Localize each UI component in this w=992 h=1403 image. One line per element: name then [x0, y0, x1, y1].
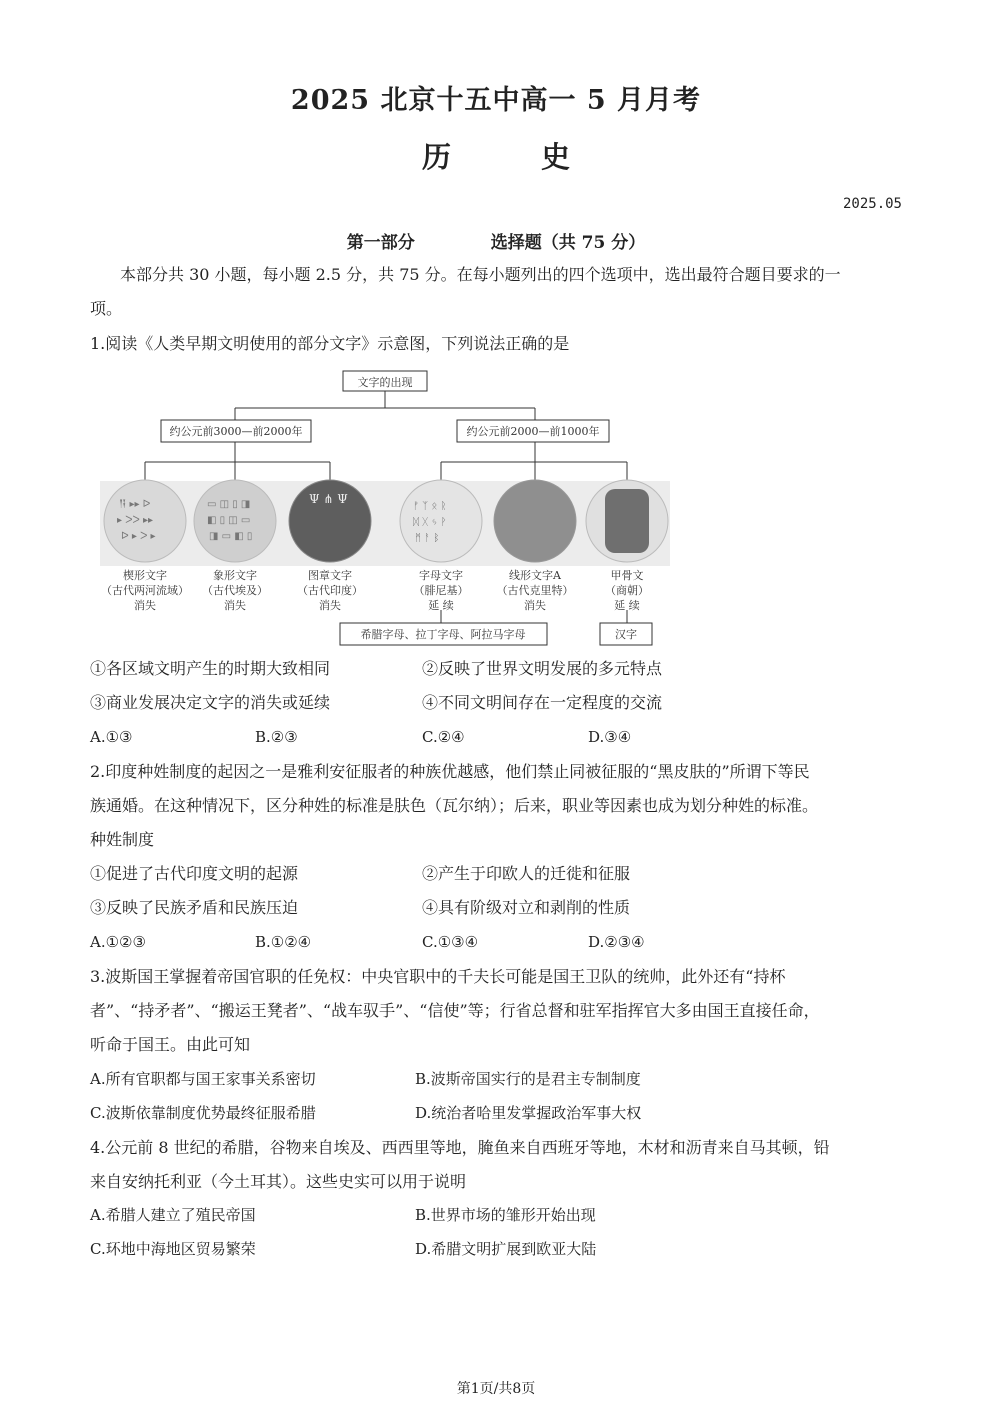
q3-option-c[interactable]: C.波斯依靠制度优势最终征服希腊	[90, 1104, 316, 1122]
script-origin: （古代埃及）	[202, 584, 268, 597]
script-name: 甲骨文	[610, 569, 644, 582]
q1-option-a[interactable]: A.①③	[90, 728, 133, 746]
period1-label: 约公元前3000—前2000年	[169, 425, 303, 438]
section-intro-line1: 本部分共 30 小题，每小题 2.5 分，共 75 分。在每小题列出的四个选项中，选出最符合题目要求的一	[120, 265, 841, 284]
q2-item-3: ③反映了民族矛盾和民族压迫	[90, 898, 299, 917]
q3-option-b[interactable]: B.波斯帝国实行的是君主专制制度	[415, 1070, 641, 1088]
q2-item-4: ④具有阶级对立和剥削的性质	[422, 898, 631, 917]
svg-text:ᚠ ᛉ ᛟ ᚱ: ᚠ ᛉ ᛟ ᚱ	[413, 501, 447, 512]
descendant2-label: 汉字	[615, 628, 637, 641]
section-type: 选择题（共 75 分）	[490, 233, 646, 253]
page-footer: 第1页/共8页	[456, 1381, 536, 1397]
writing-systems-diagram	[95, 365, 685, 650]
script-fate: 延 续	[614, 599, 640, 612]
q1-stem: 1.阅读《人类早期文明使用的部分文字》示意图，下列说法正确的是	[90, 334, 570, 353]
q2-option-d[interactable]: D.②③④	[588, 933, 645, 951]
exam-title: 2025 北京十五中高一 5 月月考	[290, 85, 702, 116]
q4-option-a[interactable]: A.希腊人建立了殖民帝国	[90, 1206, 256, 1224]
q1-option-d[interactable]: D.③④	[588, 728, 632, 746]
oracle-bone-shape	[605, 489, 649, 553]
descendant1-label: 希腊字母、拉丁字母、阿拉马字母	[360, 628, 526, 641]
script-fate: 消失	[134, 599, 156, 612]
q2-stem-line1: 2.印度种姓制度的起因之一是雅利安征服者的种族优越感，他们禁止同被征服的“黑皮肤的”所谓下等民	[90, 762, 810, 781]
script-name: 楔形文字	[123, 569, 167, 582]
script-fate: 消失	[524, 599, 546, 612]
section-part: 第一部分	[346, 233, 415, 253]
q1-item-2: ②反映了世界文明发展的多元特点	[422, 659, 663, 678]
script-name: 图章文字	[308, 569, 352, 582]
script-name: 象形文字	[213, 569, 257, 582]
q4-option-b[interactable]: B.世界市场的雏形开始出现	[415, 1206, 596, 1224]
svg-text:▭ ◫ ▯ ◨: ▭ ◫ ▯ ◨	[207, 499, 251, 510]
q3-option-a[interactable]: A.所有官职都与国王家事关系密切	[90, 1070, 316, 1088]
svg-text:Ψ ⋔ Ψ: Ψ ⋔ Ψ	[309, 492, 348, 506]
q2-item-2: ②产生于印欧人的迁徙和征服	[422, 864, 631, 883]
section-intro-line2: 项。	[90, 299, 123, 318]
q4-stem-line2: 来自安纳托利亚（今土耳其）。这些史实可以用于说明	[90, 1172, 467, 1191]
q3-option-d[interactable]: D.统治者哈里发掌握政治军事大权	[415, 1104, 642, 1122]
q3-stem-line2: 者”、“持矛者”、“搬运王凳者”、“战车驭手”、“信使”等；行省总督和驻军指挥官大多由国王直接任命，	[90, 1001, 820, 1020]
q2-option-b[interactable]: B.①②④	[255, 933, 312, 951]
script-fate: 延 续	[428, 599, 454, 612]
script-origin: （古代两河流域）	[101, 584, 189, 597]
script-name: 线形文字A	[509, 569, 561, 582]
svg-text:ᛞ ᚷ ᛃ ᚹ: ᛞ ᚷ ᛃ ᚹ	[413, 517, 447, 528]
svg-text:▸ ᐳᐳ ▸▸: ▸ ᐳᐳ ▸▸	[117, 515, 153, 526]
q3-stem-line3: 听命于国王。由此可知	[90, 1035, 251, 1054]
q4-option-d[interactable]: D.希腊文明扩展到欧亚大陆	[415, 1240, 597, 1258]
q1-item-4: ④不同文明间存在一定程度的交流	[422, 693, 663, 712]
svg-text:◧ ▯ ◫ ▭: ◧ ▯ ◫ ▭	[207, 515, 251, 526]
script-origin: （商朝）	[605, 584, 649, 597]
script-origin: （腓尼基）	[413, 584, 469, 597]
q1-item-1: ①各区域文明产生的时期大致相同	[90, 659, 331, 678]
script-origin: （古代印度）	[297, 584, 363, 597]
script-name: 字母文字	[419, 569, 463, 582]
q1-option-b[interactable]: B.②③	[255, 728, 298, 746]
subject-title: 历 史	[421, 140, 611, 174]
q2-option-a[interactable]: A.①②③	[90, 933, 146, 951]
script-fate: 消失	[319, 599, 341, 612]
q1-item-3: ③商业发展决定文字的消失或延续	[90, 693, 331, 712]
q2-stem-line2: 族通婚。在这种情况下，区分种姓的标准是肤色（瓦尔纳）；后来，职业等因素也成为划分种姓的标准。	[90, 796, 819, 815]
q4-stem-line1: 4.公元前 8 世纪的希腊，谷物来自埃及、西西里等地，腌鱼来自西班牙等地，木材和沥青来自马其顿，铅	[90, 1138, 830, 1157]
q1-option-c[interactable]: C.②④	[422, 728, 465, 746]
exam-date: 2025.05	[842, 196, 902, 212]
q3-stem-line1: 3.波斯国王掌握着帝国官职的任免权：中央官职中的千夫长可能是国王卫队的统帅，此外还有“持杯	[90, 967, 786, 986]
diagram-root-label: 文字的出现	[357, 376, 413, 389]
q2-stem-line3: 种姓制度	[90, 830, 155, 849]
svg-text:𒀀 ▸▸ ᐅ: 𒀀 ▸▸ ᐅ	[119, 499, 151, 510]
svg-text:ᐅ ▸ ᐳ ▸: ᐅ ▸ ᐳ ▸	[121, 531, 156, 542]
section-heading	[0, 228, 992, 253]
script-origin: （古代克里特）	[496, 584, 574, 597]
q4-option-c[interactable]: C.环地中海地区贸易繁荣	[90, 1240, 256, 1258]
q2-item-1: ①促进了古代印度文明的起源	[90, 864, 299, 883]
q2-option-c[interactable]: C.①③④	[422, 933, 479, 951]
svg-text:ᛗ ᚨ ᛒ: ᛗ ᚨ ᛒ	[415, 533, 440, 544]
linear-a-image	[494, 480, 576, 562]
svg-text:◨ ▭ ◧ ▯: ◨ ▭ ◧ ▯	[209, 531, 253, 542]
script-fate: 消失	[224, 599, 246, 612]
period2-label: 约公元前2000—前1000年	[466, 425, 600, 438]
